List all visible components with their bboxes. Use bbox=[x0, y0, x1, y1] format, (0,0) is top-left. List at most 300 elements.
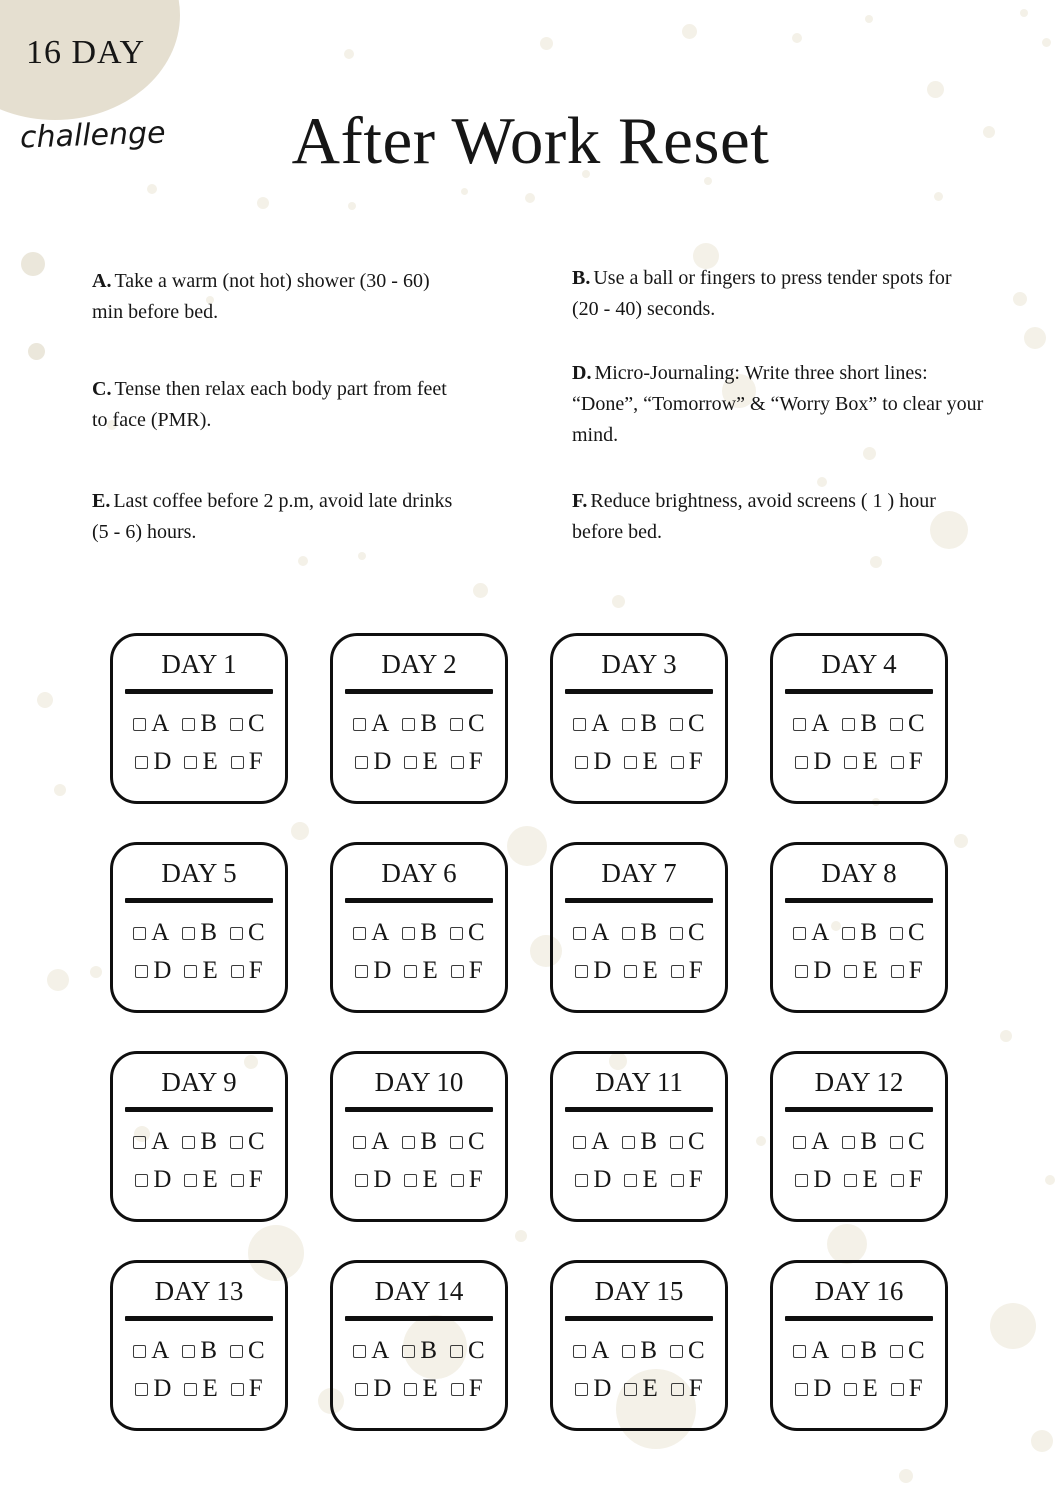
task-check-item bbox=[450, 1129, 485, 1155]
task-check-row bbox=[113, 958, 285, 984]
task-checkbox[interactable] bbox=[622, 1345, 635, 1358]
task-letter-label: E bbox=[862, 957, 878, 984]
task-checkbox[interactable] bbox=[795, 756, 808, 769]
task-check-item bbox=[355, 1167, 391, 1193]
task-letter-label: F bbox=[688, 1375, 703, 1402]
day-card bbox=[110, 1260, 288, 1431]
bg-dot bbox=[473, 583, 488, 598]
task-check-item bbox=[135, 1376, 171, 1402]
task-letter-label: E bbox=[642, 748, 658, 775]
task-checkbox[interactable] bbox=[182, 927, 195, 940]
task-letter-label: B bbox=[420, 919, 438, 946]
task-check-item bbox=[451, 958, 483, 984]
task-checkbox[interactable] bbox=[133, 927, 146, 940]
task-letter-label: E bbox=[862, 748, 878, 775]
instruction-a-text: Take a warm (not hot) shower (30 - 60) min before bed. bbox=[92, 270, 430, 323]
task-letter-label: F bbox=[248, 1166, 263, 1193]
day-card bbox=[110, 633, 288, 804]
task-check-item bbox=[451, 1376, 483, 1402]
task-check-item bbox=[670, 920, 705, 946]
task-checkbox[interactable] bbox=[671, 1174, 684, 1187]
task-letter-label: B bbox=[420, 710, 438, 737]
instruction-f-text: Reduce brightness, avoid screens ( 1 ) hour before bed. bbox=[572, 490, 936, 543]
task-checkbox[interactable] bbox=[793, 927, 806, 940]
task-checkbox[interactable] bbox=[575, 965, 588, 978]
day-card-divider bbox=[125, 689, 273, 694]
task-checkbox[interactable] bbox=[182, 1136, 195, 1149]
task-checkbox[interactable] bbox=[575, 756, 588, 769]
task-check-item bbox=[575, 749, 611, 775]
task-letter-label: F bbox=[248, 748, 263, 775]
task-checkbox[interactable] bbox=[891, 756, 904, 769]
task-check-row bbox=[333, 1376, 505, 1402]
task-check-item bbox=[795, 1376, 831, 1402]
task-checkbox[interactable] bbox=[890, 927, 903, 940]
task-checkbox[interactable] bbox=[890, 1136, 903, 1149]
task-checkbox[interactable] bbox=[891, 1383, 904, 1396]
task-check-item bbox=[575, 1376, 611, 1402]
instruction-b-text: Use a ball or fingers to press tender spots for (20 - 40) seconds. bbox=[572, 267, 952, 320]
day-card bbox=[550, 633, 728, 804]
task-check-item bbox=[404, 958, 437, 984]
page-title: After Work Reset bbox=[291, 104, 770, 178]
task-check-item bbox=[844, 1167, 877, 1193]
task-check-item bbox=[793, 920, 829, 946]
task-letter-label: B bbox=[860, 919, 878, 946]
task-check-item bbox=[890, 1129, 925, 1155]
task-checkbox[interactable] bbox=[624, 756, 637, 769]
task-checkbox[interactable] bbox=[622, 927, 635, 940]
task-check-item bbox=[890, 920, 925, 946]
day-card-title: DAY 4 bbox=[821, 649, 897, 679]
task-check-item bbox=[402, 711, 437, 737]
task-checkbox[interactable] bbox=[402, 1136, 415, 1149]
task-checkbox[interactable] bbox=[404, 1383, 417, 1396]
bg-dot bbox=[21, 252, 45, 276]
task-checkbox[interactable] bbox=[670, 927, 683, 940]
task-check-row bbox=[553, 1376, 725, 1402]
task-check-row bbox=[553, 1338, 725, 1364]
task-check-item bbox=[622, 711, 657, 737]
task-checkbox[interactable] bbox=[182, 718, 195, 731]
task-letter-label: E bbox=[862, 1375, 878, 1402]
day-card-title: DAY 3 bbox=[601, 649, 677, 679]
task-letter-label: E bbox=[202, 1375, 218, 1402]
task-checkbox[interactable] bbox=[182, 1345, 195, 1358]
task-checkbox[interactable] bbox=[890, 1345, 903, 1358]
task-checkbox[interactable] bbox=[353, 718, 366, 731]
task-letter-label: D bbox=[373, 1166, 392, 1193]
task-letter-label: B bbox=[640, 710, 658, 737]
task-check-row bbox=[773, 749, 945, 775]
task-letter-label: C bbox=[468, 1128, 485, 1155]
task-letter-label: A bbox=[811, 1128, 830, 1155]
task-letter-label: A bbox=[151, 919, 170, 946]
task-letter-label: E bbox=[202, 957, 218, 984]
task-check-item bbox=[402, 920, 437, 946]
task-check-item bbox=[622, 1338, 657, 1364]
task-check-item bbox=[133, 920, 169, 946]
task-check-item bbox=[135, 1167, 171, 1193]
day-card bbox=[770, 1260, 948, 1431]
task-checkbox[interactable] bbox=[133, 1136, 146, 1149]
task-letter-label: D bbox=[593, 1375, 612, 1402]
task-checkbox[interactable] bbox=[450, 1345, 463, 1358]
bg-dot bbox=[1031, 1430, 1053, 1452]
task-checkbox[interactable] bbox=[184, 756, 197, 769]
task-check-item bbox=[795, 749, 831, 775]
task-letter-label: A bbox=[811, 919, 830, 946]
day-card bbox=[110, 1051, 288, 1222]
task-letter-label: F bbox=[248, 1375, 263, 1402]
task-checkbox[interactable] bbox=[404, 1174, 417, 1187]
task-check-item bbox=[451, 1167, 483, 1193]
task-checkbox[interactable] bbox=[353, 927, 366, 940]
task-checkbox[interactable] bbox=[451, 756, 464, 769]
task-check-item bbox=[670, 711, 705, 737]
task-check-item bbox=[184, 749, 217, 775]
task-checkbox[interactable] bbox=[844, 1174, 857, 1187]
task-check-item bbox=[573, 920, 609, 946]
task-checkbox[interactable] bbox=[844, 756, 857, 769]
bg-dot bbox=[358, 552, 366, 560]
task-letter-label: B bbox=[860, 1128, 878, 1155]
task-check-row bbox=[113, 711, 285, 737]
task-check-item bbox=[404, 749, 437, 775]
task-check-item bbox=[890, 1338, 925, 1364]
task-checkbox[interactable] bbox=[133, 718, 146, 731]
task-check-row bbox=[113, 1129, 285, 1155]
task-checkbox[interactable] bbox=[842, 718, 855, 731]
task-checkbox[interactable] bbox=[184, 1174, 197, 1187]
task-checkbox[interactable] bbox=[230, 927, 243, 940]
instruction-e-text: Last coffee before 2 p.m, avoid late drinks (5 - 6) hours. bbox=[92, 490, 453, 543]
task-checkbox[interactable] bbox=[135, 1383, 148, 1396]
task-check-item bbox=[842, 1129, 877, 1155]
day-card bbox=[330, 1260, 508, 1431]
day-card-divider bbox=[565, 689, 713, 694]
task-checkbox[interactable] bbox=[135, 965, 148, 978]
task-checkbox[interactable] bbox=[842, 1136, 855, 1149]
task-checkbox[interactable] bbox=[230, 718, 243, 731]
task-letter-label: B bbox=[420, 1337, 438, 1364]
task-checkbox[interactable] bbox=[624, 1383, 637, 1396]
instruction-b-letter: B. bbox=[572, 267, 591, 289]
task-letter-label: D bbox=[373, 1375, 392, 1402]
task-letter-label: D bbox=[153, 1375, 172, 1402]
task-check-row bbox=[773, 1376, 945, 1402]
task-checkbox[interactable] bbox=[624, 965, 637, 978]
task-check-row bbox=[553, 1167, 725, 1193]
task-letter-label: D bbox=[813, 1375, 832, 1402]
task-checkbox[interactable] bbox=[404, 965, 417, 978]
bg-dot bbox=[792, 33, 802, 43]
task-checkbox[interactable] bbox=[355, 1383, 368, 1396]
task-checkbox[interactable] bbox=[573, 1136, 586, 1149]
task-check-item bbox=[575, 1167, 611, 1193]
task-letter-label: E bbox=[642, 957, 658, 984]
task-checkbox[interactable] bbox=[230, 1136, 243, 1149]
day-card bbox=[770, 1051, 948, 1222]
task-letter-label: D bbox=[813, 957, 832, 984]
task-letter-label: D bbox=[593, 957, 612, 984]
task-check-item bbox=[891, 749, 923, 775]
task-check-item bbox=[573, 1338, 609, 1364]
task-checkbox[interactable] bbox=[451, 1383, 464, 1396]
task-checkbox[interactable] bbox=[450, 927, 463, 940]
task-checkbox[interactable] bbox=[231, 756, 244, 769]
task-checkbox[interactable] bbox=[671, 1383, 684, 1396]
task-check-item bbox=[230, 1129, 265, 1155]
instruction-f bbox=[572, 486, 954, 548]
task-checkbox[interactable] bbox=[133, 1345, 146, 1358]
task-checkbox[interactable] bbox=[402, 1345, 415, 1358]
task-letter-label: B bbox=[640, 1128, 658, 1155]
task-check-item bbox=[353, 920, 389, 946]
task-letter-label: B bbox=[420, 1128, 438, 1155]
task-check-row bbox=[553, 711, 725, 737]
day-card-title: DAY 16 bbox=[814, 1276, 904, 1306]
bg-dot bbox=[1000, 1030, 1012, 1042]
task-check-item bbox=[842, 1338, 877, 1364]
task-checkbox[interactable] bbox=[842, 1345, 855, 1358]
task-check-item bbox=[353, 1338, 389, 1364]
task-check-item bbox=[182, 1129, 217, 1155]
day-card-title: DAY 8 bbox=[821, 858, 897, 888]
task-checkbox[interactable] bbox=[231, 1383, 244, 1396]
bg-dot bbox=[682, 24, 697, 39]
task-checkbox[interactable] bbox=[670, 1345, 683, 1358]
task-checkbox[interactable] bbox=[353, 1345, 366, 1358]
task-checkbox[interactable] bbox=[135, 1174, 148, 1187]
day-card-title: DAY 1 bbox=[161, 649, 237, 679]
task-letter-label: E bbox=[422, 957, 438, 984]
task-letter-label: F bbox=[688, 957, 703, 984]
bg-dot bbox=[461, 188, 468, 195]
instruction-a bbox=[92, 266, 444, 328]
task-checkbox[interactable] bbox=[891, 965, 904, 978]
day-card-divider bbox=[125, 898, 273, 903]
task-checkbox[interactable] bbox=[622, 1136, 635, 1149]
instruction-a-letter: A. bbox=[92, 270, 112, 292]
task-checkbox[interactable] bbox=[404, 756, 417, 769]
task-checkbox[interactable] bbox=[842, 927, 855, 940]
task-checkbox[interactable] bbox=[451, 1174, 464, 1187]
task-check-item bbox=[624, 958, 657, 984]
task-checkbox[interactable] bbox=[573, 718, 586, 731]
task-letter-label: D bbox=[373, 957, 392, 984]
task-check-item bbox=[671, 958, 703, 984]
task-letter-label: C bbox=[908, 710, 925, 737]
task-check-item bbox=[135, 749, 171, 775]
task-checkbox[interactable] bbox=[573, 927, 586, 940]
task-letter-label: F bbox=[908, 748, 923, 775]
task-letter-label: F bbox=[468, 1166, 483, 1193]
task-letter-label: F bbox=[908, 1375, 923, 1402]
task-letter-label: F bbox=[468, 748, 483, 775]
day-card-divider bbox=[785, 689, 933, 694]
task-check-item bbox=[404, 1167, 437, 1193]
task-checkbox[interactable] bbox=[575, 1174, 588, 1187]
task-checkbox[interactable] bbox=[355, 1174, 368, 1187]
task-check-row bbox=[113, 920, 285, 946]
task-checkbox[interactable] bbox=[402, 927, 415, 940]
task-checkbox[interactable] bbox=[450, 1136, 463, 1149]
day-card-title: DAY 6 bbox=[381, 858, 457, 888]
task-letter-label: B bbox=[640, 919, 658, 946]
task-check-item bbox=[450, 920, 485, 946]
task-checkbox[interactable] bbox=[795, 965, 808, 978]
task-check-item bbox=[230, 920, 265, 946]
task-check-item bbox=[670, 1129, 705, 1155]
task-checkbox[interactable] bbox=[402, 718, 415, 731]
task-check-item bbox=[622, 1129, 657, 1155]
day-card-title: DAY 5 bbox=[161, 858, 237, 888]
task-checkbox[interactable] bbox=[231, 1174, 244, 1187]
task-checkbox[interactable] bbox=[795, 1174, 808, 1187]
task-check-item bbox=[353, 711, 389, 737]
task-check-item bbox=[184, 1376, 217, 1402]
task-letter-label: A bbox=[591, 1337, 610, 1364]
bg-dot bbox=[90, 966, 102, 978]
task-checkbox[interactable] bbox=[793, 1136, 806, 1149]
task-check-item bbox=[182, 920, 217, 946]
bg-dot bbox=[37, 692, 53, 708]
task-checkbox[interactable] bbox=[890, 718, 903, 731]
day-card-divider bbox=[345, 898, 493, 903]
task-letter-label: A bbox=[151, 1337, 170, 1364]
task-check-row bbox=[333, 1338, 505, 1364]
badge-day-count: 16 DAY bbox=[26, 34, 146, 71]
task-check-item bbox=[451, 749, 483, 775]
task-checkbox[interactable] bbox=[355, 965, 368, 978]
task-letter-label: A bbox=[151, 710, 170, 737]
task-checkbox[interactable] bbox=[844, 1383, 857, 1396]
bg-dot bbox=[348, 202, 356, 210]
task-checkbox[interactable] bbox=[231, 965, 244, 978]
task-letter-label: C bbox=[248, 710, 265, 737]
task-check-row bbox=[773, 958, 945, 984]
task-check-item bbox=[184, 958, 217, 984]
task-letter-label: A bbox=[591, 710, 610, 737]
task-letter-label: A bbox=[591, 1128, 610, 1155]
task-check-item bbox=[844, 1376, 877, 1402]
instruction-d-letter: D. bbox=[572, 362, 592, 384]
day-card-divider bbox=[125, 1107, 273, 1112]
task-check-item bbox=[795, 958, 831, 984]
task-letter-label: A bbox=[811, 710, 830, 737]
task-checkbox[interactable] bbox=[844, 965, 857, 978]
task-check-row bbox=[113, 1167, 285, 1193]
day-card-divider bbox=[785, 1316, 933, 1321]
task-check-item bbox=[355, 749, 391, 775]
task-letter-label: C bbox=[688, 710, 705, 737]
task-checkbox[interactable] bbox=[230, 1345, 243, 1358]
task-checkbox[interactable] bbox=[795, 1383, 808, 1396]
task-letter-label: A bbox=[371, 710, 390, 737]
task-check-row bbox=[333, 958, 505, 984]
task-check-row bbox=[333, 711, 505, 737]
task-check-row bbox=[113, 1376, 285, 1402]
task-checkbox[interactable] bbox=[671, 756, 684, 769]
task-letter-label: A bbox=[811, 1337, 830, 1364]
task-checkbox[interactable] bbox=[575, 1383, 588, 1396]
task-check-row bbox=[773, 1129, 945, 1155]
task-check-item bbox=[231, 958, 263, 984]
task-check-item bbox=[842, 920, 877, 946]
task-check-item bbox=[575, 958, 611, 984]
task-checkbox[interactable] bbox=[573, 1345, 586, 1358]
task-checkbox[interactable] bbox=[891, 1174, 904, 1187]
task-check-row bbox=[553, 1129, 725, 1155]
task-check-item bbox=[795, 1167, 831, 1193]
task-letter-label: F bbox=[688, 748, 703, 775]
task-check-row bbox=[553, 749, 725, 775]
task-checkbox[interactable] bbox=[622, 718, 635, 731]
bg-dot bbox=[612, 595, 625, 608]
task-check-item bbox=[573, 1129, 609, 1155]
task-check-item bbox=[842, 711, 877, 737]
task-check-item bbox=[624, 1376, 657, 1402]
task-checkbox[interactable] bbox=[353, 1136, 366, 1149]
day-card-title: DAY 15 bbox=[594, 1276, 684, 1306]
task-check-item bbox=[793, 1129, 829, 1155]
task-check-item bbox=[182, 1338, 217, 1364]
bg-dot bbox=[870, 556, 882, 568]
task-checkbox[interactable] bbox=[135, 756, 148, 769]
task-checkbox[interactable] bbox=[671, 965, 684, 978]
task-check-row bbox=[553, 958, 725, 984]
task-check-item bbox=[793, 1338, 829, 1364]
task-letter-label: C bbox=[688, 1128, 705, 1155]
day-card bbox=[330, 842, 508, 1013]
task-checkbox[interactable] bbox=[184, 965, 197, 978]
task-checkbox[interactable] bbox=[355, 756, 368, 769]
bg-dot bbox=[147, 184, 157, 194]
task-checkbox[interactable] bbox=[450, 718, 463, 731]
bg-dot bbox=[927, 81, 944, 98]
task-check-item bbox=[231, 749, 263, 775]
instruction-c-text: Tense then relax each body part from feet to face (PMR). bbox=[92, 378, 447, 431]
task-checkbox[interactable] bbox=[184, 1383, 197, 1396]
task-checkbox[interactable] bbox=[793, 1345, 806, 1358]
task-checkbox[interactable] bbox=[670, 1136, 683, 1149]
task-letter-label: B bbox=[200, 710, 218, 737]
bg-dot bbox=[899, 1469, 913, 1483]
task-check-row bbox=[333, 1129, 505, 1155]
bg-dot bbox=[525, 193, 535, 203]
task-check-item bbox=[891, 958, 923, 984]
task-letter-label: F bbox=[688, 1166, 703, 1193]
task-letter-label: E bbox=[202, 1166, 218, 1193]
task-checkbox[interactable] bbox=[624, 1174, 637, 1187]
task-letter-label: A bbox=[371, 919, 390, 946]
day-card-title: DAY 12 bbox=[814, 1067, 904, 1097]
bg-dot bbox=[54, 784, 66, 796]
task-check-item bbox=[844, 749, 877, 775]
instruction-b bbox=[572, 263, 974, 325]
task-letter-label: E bbox=[422, 748, 438, 775]
day-card bbox=[330, 633, 508, 804]
task-check-item bbox=[231, 1167, 263, 1193]
task-checkbox[interactable] bbox=[793, 718, 806, 731]
instruction-e bbox=[92, 486, 454, 548]
task-letter-label: C bbox=[248, 919, 265, 946]
task-checkbox[interactable] bbox=[670, 718, 683, 731]
task-checkbox[interactable] bbox=[451, 965, 464, 978]
task-letter-label: D bbox=[373, 748, 392, 775]
task-check-item bbox=[133, 1338, 169, 1364]
